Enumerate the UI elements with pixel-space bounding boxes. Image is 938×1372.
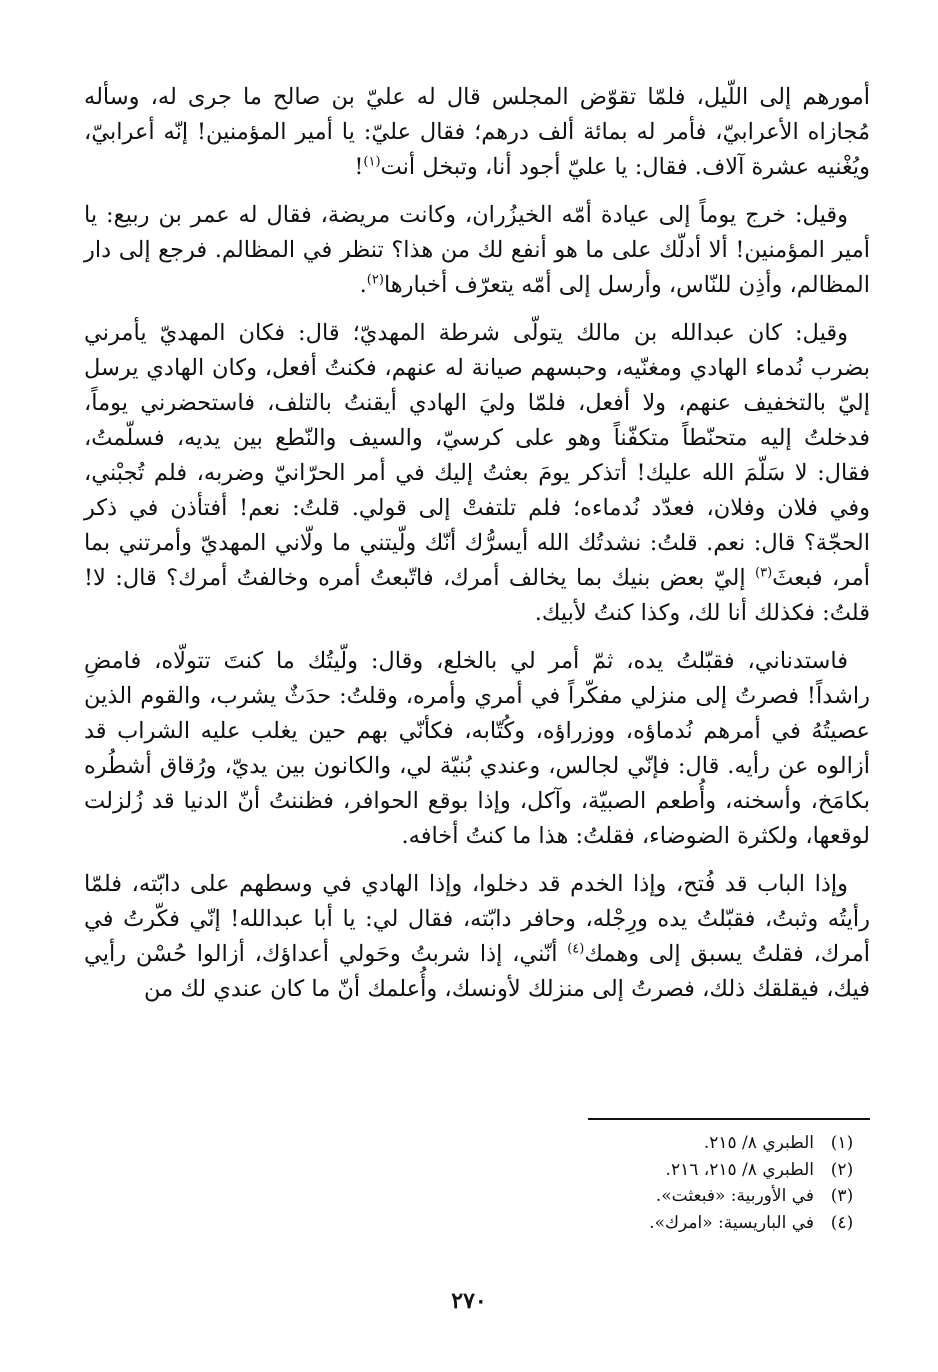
footnote-4-number: (٤)	[830, 1212, 854, 1233]
footnote-2	[84, 1157, 870, 1184]
paragraph-2-end: .	[359, 272, 367, 298]
footnote-2-text: الطبري ٨/ ٢١٥، ٢١٦.	[665, 1159, 814, 1180]
footnote-ref-4: (٤)	[567, 941, 585, 957]
paragraph-5-end: أنّني، إذا شربتُ وحَولي أعداؤك، أزالوا حُسْن رأيي فيك، فيقلقك ذلك، فصرتُ إلى منزلك لأونسك، وأُعلمك أنّ ما كان عندي لك من	[84, 941, 870, 1002]
paragraph-2	[84, 198, 870, 303]
footnote-3-text: في الأوربية: «فبعثت».	[655, 1186, 814, 1206]
paragraph-4	[84, 644, 870, 854]
footnote-3	[84, 1183, 870, 1210]
paragraph-3	[84, 316, 870, 631]
footnote-1	[84, 1130, 870, 1157]
paragraph-3-end: إليّ بعض بنيك بما يخالف أمرك، فاتّبعتُ أمره وخالفتُ أمرك؟ قال: لا! قلتُ: فكذلك أنا لك، وكذا كنتُ لأبيك.	[84, 565, 870, 626]
footnote-4-text: في الباريسية: «امرك».	[649, 1212, 814, 1233]
footnote-ref-2: (٢)	[366, 272, 384, 288]
page-number: ٢٧٠	[451, 1288, 487, 1314]
footnote-ref-3: (٣)	[755, 565, 773, 581]
paragraph-5	[84, 867, 870, 1007]
paragraph-1-text: أمورهم إلى اللّيل، فلمّا تقوّض المجلس قال له عليّ بن صالح ما جرى له، وسأله مُجازاه الأعرابيّ، فأمر له بمائة ألف درهم؛ فقال عليّ: يا أمير المؤمنين! إنّه أعرابيّ، ويُغْنيه عشرة آلاف. فقال: يا عليّ أجود أنا، وتبخل أنت	[84, 84, 870, 180]
footnote-ref-1: (١)	[363, 154, 381, 170]
paragraph-3-text: وقيل: كان عبدالله بن مالك يتولّى شرطة المهديّ؛ قال: فكان المهديّ يأمرني بضرب نُدماء الهادي ومغنّيه، وحبسهم صيانة له عنهم، فكنتُ أفعل، وكان الهادي يرسل إليّ بالتخفيف عنهم، ولا أفعل، فلمّا وليَ الهادي أيقنتُ بالتلف، فاستحضرني يوماً، فدخلتُ إليه متحنّطاً متكفّناً وهو على كرسيّ، والسيف والنّطع بين يديه، فسلّمتُ، فقال: لا سَلّمَ الله عليك! أتذكر يومَ بعثتُ إليك في أمر الحرّانيّ وضربه، فلم تُجبْني، وفي فلان وفلان، فعدّد نُدماءه؛ فلم تلتفتْ إلى قولي. قلتُ: نعم! أفتأذن في ذكر الحجّة؟ قال: نعم. قلتُ: نشدتُك الله أيسرُّك أنّك ولّيتني ما ولّاني المهديّ وأمرتني بما أمر، فبعثَ	[84, 320, 871, 591]
paragraph-2-text: وقيل: خرج يوماً إلى عيادة أمّه الخيزُران، وكانت مريضة، فقال له عمر بن ربيع: يا أمير المؤمنين! ألا أدلّك على ما هو أنفع لك من هذا؟ تنظر في المظالم. فرجع إلى دار المظالم، وأذِن للنّاس، وأرسل إلى أمّه يتعرّف أخبارها	[84, 202, 870, 298]
footnote-divider	[588, 1118, 870, 1120]
footnotes	[84, 1130, 870, 1236]
footnote-2-number: (٢)	[830, 1159, 854, 1180]
footnote-3-number: (٣)	[830, 1186, 854, 1206]
footnote-1-number: (١)	[830, 1133, 854, 1153]
footnote-4	[84, 1210, 870, 1237]
paragraph-5-text: وإذا الباب قد فُتح، وإذا الخدم قد دخلوا، وإذا الهادي في وسطهم على دابّته، فلمّا رأيتُه وثبتُ، فقبّلتُ يده ورِجْله، وحافر دابّته، فقال لي: يا أبا عبدالله! إنّي فكّرتُ في أمرك، فقلتُ يسبق إلى وهمك	[84, 871, 871, 967]
paragraph-4-text: فاستدناني، فقبّلتُ يده، ثمّ أمر لي بالخلع، وقال: ولّيتُك ما كنتَ تتولّاه، فامضِ راشداً! فصرتُ إلى منزلي مفكّراً في أمري وأمره، وقلتُ: حدَثٌ يشرب، والقوم الذين عصيتُهُ في أمرهم نُدماؤه، ووزراؤه، وكُتّابه، فكأنّي بهم حين يغلب عليه الشراب قد أزالوه عن رأيه. قال: فإنّي لجالس، وعندي بُنيّة لي، والكانون بين يديّ، ورُقاق أشطُره بكامَخ، وأسخنه، وأُطعم الصبيّة، وآكل، وإذا بوقع الحوافر، فظننتُ أنّ الدنيا قد زُلزلت لوقعها، ولكثرة الضوضاء، فقلتُ: هذا ما كنتُ أخافه.	[84, 648, 870, 849]
paragraph-1-end: !	[354, 154, 364, 180]
paragraph-1	[84, 80, 870, 185]
footnote-1-text: الطبري ٨/ ٢١٥.	[703, 1133, 814, 1153]
main-text	[84, 80, 870, 1020]
